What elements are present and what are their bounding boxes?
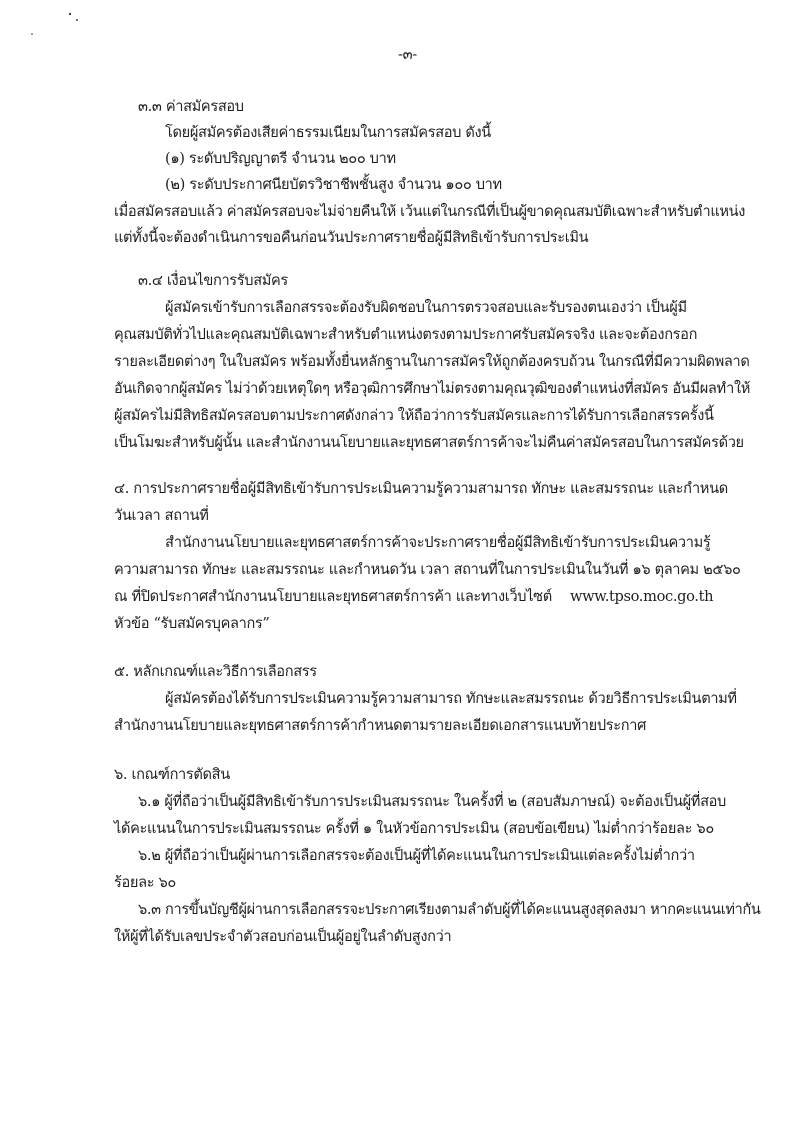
- section-6-heading: ๖. เกณฑ์การตัดสิน: [114, 766, 230, 783]
- section-4-line: สำนักงานนโยบายและยุทธศาสตร์การค้าจะประกาศรายชื่อผู้มีสิทธิเข้ารับการประเมินความรู้: [165, 534, 711, 551]
- section-4-heading: ๔. การประกาศรายชื่อผู้มีสิทธิเข้ารับการประเมินความรู้ความสามารถ ทักษะ และสมรรถนะ และกำหนด: [114, 480, 728, 497]
- section-6-line: ๖.๑ ผู้ที่ถือว่าเป็นผู้มีสิทธิเข้ารับการประเมินสมรรถนะ ในครั้งที่ ๒ (สอบสัมภาษณ์) จะต้องเป็นผู้ที่สอบ: [138, 793, 726, 810]
- section-3-3-line: (๒) ระดับประกาศนียบัตรวิชาชีพชั้นสูง จำนวน ๑๐๐ บาท: [165, 176, 502, 193]
- section-3-3-heading: ๓.๓ ค่าสมัครสอบ: [138, 98, 244, 115]
- section-3-4-line: คุณสมบัติทั่วไปและคุณสมบัติเฉพาะสำหรับตำแหน่งตรงตามประกาศรับสมัครจริง และจะต้องกรอก: [114, 326, 698, 343]
- section-3-3-line: (๑) ระดับปริญญาตรี จำนวน ๒๐๐ บาท: [165, 150, 396, 167]
- section-3-4-heading: ๓.๔ เงื่อนไขการรับสมัคร: [138, 272, 288, 289]
- section-6-line: ได้คะแนนในการประเมินสมรรถนะ ครั้งที่ ๑ ในหัวข้อการประเมิน (สอบข้อเขียน) ไม่ต่ำกว่าร้อยละ ๖๐: [114, 820, 714, 837]
- section-3-4-line: ผู้สมัครไม่มีสิทธิสมัครสอบตามประกาศดังกล่าว ให้ถือว่าการรับสมัครและการได้รับการเลือกสรรครั้งนี้: [114, 407, 714, 424]
- section-6-line: ๖.๒ ผู้ที่ถือว่าเป็นผู้ผ่านการเลือกสรรจะต้องเป็นผู้ที่ได้คะแนนในการประเมินแต่ละครั้งไม่ต่ำกว่า: [138, 847, 695, 864]
- section-4-heading-cont: วันเวลา สถานที่: [114, 507, 209, 524]
- section-5-line: ผู้สมัครต้องได้รับการประเมินความรู้ความสามารถ ทักษะและสมรรถนะ ด้วยวิธีการประเมินตามที่: [165, 690, 737, 707]
- section-4-line: หัวข้อ “รับสมัครบุคลากร”: [114, 615, 270, 632]
- section-3-4-line: อันเกิดจากผู้สมัคร ไม่ว่าด้วยเหตุใดๆ หรือวุฒิการศึกษาไม่ตรงตามคุณวุฒิของตำแหน่งที่สมัคร อันมีผลทำให้: [114, 380, 751, 397]
- section-5-line: สำนักงานนโยบายและยุทธศาสตร์การค้ากำหนดตามรายละเอียดเอกสารแนบท้ายประกาศ: [114, 717, 646, 734]
- section-6-line: ให้ผู้ที่ได้รับเลขประจำตัวสอบก่อนเป็นผู้อยู่ในลำดับสูงกว่า: [114, 928, 452, 945]
- section-3-4-line: ผู้สมัครเข้ารับการเลือกสรรจะต้องรับผิดชอบในการตรวจสอบและรับรองตนเองว่า เป็นผู้มี: [165, 299, 687, 316]
- section-4-line: ความสามารถ ทักษะ และสมรรถนะ และกำหนดวัน เวลา สถานที่ในการประเมินในวันที่ ๑๖ ตุลาคม ๒๕๖๐: [114, 561, 741, 578]
- section-6-line: ร้อยละ ๖๐: [114, 874, 176, 891]
- section-6-line: ๖.๓ การขึ้นบัญชีผู้ผ่านการเลือกสรรจะประกาศเรียงตามลำดับผู้ที่ได้คะแนนสูงสุดลงมา หากคะแนนเท่ากัน: [138, 901, 761, 918]
- section-4-line: ณ ที่ปิดประกาศสำนักงานนโยบายและยุทธศาสตร์การค้า และทางเว็บไซต์: [114, 588, 552, 605]
- section-3-3-line: โดยผู้สมัครต้องเสียค่าธรรมเนียมในการสมัครสอบ ดังนี้: [165, 124, 491, 141]
- section-3-3-line: แต่ทั้งนี้จะต้องดำเนินการขอคืนก่อนวันประกาศรายชื่อผู้มีสิทธิเข้ารับการประเมิน: [114, 229, 589, 246]
- scan-specks: [20, 4, 90, 44]
- section-3-4-line: รายละเอียดต่างๆ ในใบสมัคร พร้อมทั้งยื่นหลักฐานในการสมัครให้ถูกต้องครบถ้วน ในกรณีที่มีความผิดพลาด: [114, 353, 750, 370]
- page-number: -๓-: [398, 46, 417, 63]
- website-link: www.tpso.moc.go.th: [570, 588, 714, 605]
- section-3-4-line: เป็นโมฆะสำหรับผู้นั้น และสำนักงานนโยบายและยุทธศาสตร์การค้าจะไม่คืนค่าสมัครสอบในการสมัครด้วย: [114, 434, 744, 451]
- section-3-3-line: เมื่อสมัครสอบแล้ว ค่าสมัครสอบจะไม่จ่ายคืนให้ เว้นแต่ในกรณีที่เป็นผู้ขาดคุณสมบัติเฉพาะสำหรับตำแหน่ง: [114, 203, 746, 220]
- section-5-heading: ๕. หลักเกณฑ์และวิธีการเลือกสรร: [114, 663, 317, 680]
